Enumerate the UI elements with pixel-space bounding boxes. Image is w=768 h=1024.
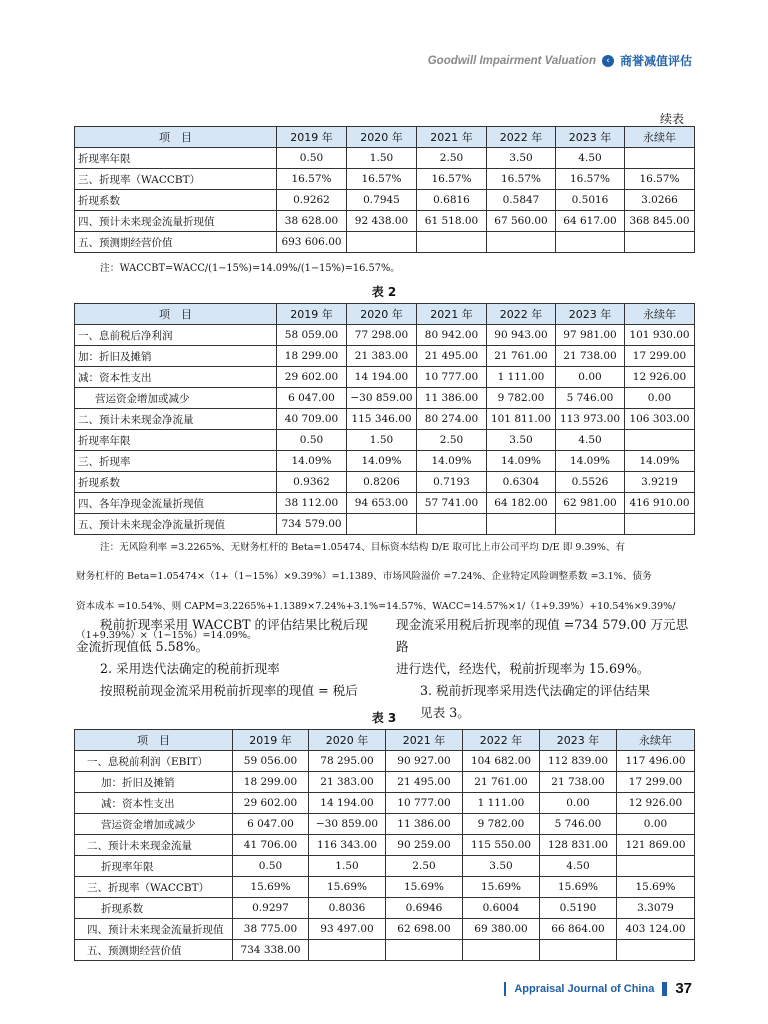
table-cell: −30 859.00	[347, 388, 417, 409]
table-cell: 15.69%	[309, 877, 386, 898]
table-cell	[487, 232, 556, 253]
table-cell: 368 845.00	[625, 211, 695, 232]
table-cell: 21 761.00	[487, 346, 556, 367]
table-row	[75, 409, 695, 430]
table-cell: 0.5016	[556, 190, 625, 211]
table-cell: 4.50	[540, 856, 617, 877]
table-cell	[556, 232, 625, 253]
column-header-year: 永续年	[617, 730, 695, 751]
table-cell: 67 560.00	[487, 211, 556, 232]
column-header-year: 永续年	[625, 127, 695, 148]
table-row	[75, 169, 695, 190]
table-cell: 1.50	[347, 148, 417, 169]
column-header-item: 项 目	[75, 730, 233, 751]
table-cell: 113 973.00	[556, 409, 625, 430]
note-line: （1+9.39%）×（1−15%）=14.09%。	[76, 630, 257, 642]
table-header-row	[75, 127, 695, 148]
table-cell: 29 602.00	[233, 793, 309, 814]
table-cell: 69 380.00	[463, 919, 540, 940]
table-cell: 1.50	[309, 856, 386, 877]
table-row	[75, 772, 695, 793]
table-cell: 21 383.00	[309, 772, 386, 793]
table-cell: 17 299.00	[617, 772, 695, 793]
column-header-year: 2019 年	[277, 304, 347, 325]
table-cell: 1 111.00	[463, 793, 540, 814]
table-row	[75, 898, 695, 919]
table-cell: 9 782.00	[463, 814, 540, 835]
table-cell: −30 859.00	[309, 814, 386, 835]
table-cell: 58 059.00	[277, 325, 347, 346]
column-header-item: 项 目	[75, 127, 277, 148]
table-cell: 693 606.00	[277, 232, 347, 253]
table-cell: 0.50	[277, 430, 347, 451]
table-cell: 94 653.00	[347, 493, 417, 514]
table-row	[75, 472, 695, 493]
table-cell: 112 839.00	[540, 751, 617, 772]
table-cell: 18 299.00	[233, 772, 309, 793]
body-line: 金流折现值低 5.58%。	[76, 639, 209, 654]
row-label: 四、预计未来现金流量折现值	[75, 919, 233, 940]
note-line: 财务杠杆的 Beta=1.05474×（1+（1−15%）×9.39%）=1.1389、市场风险溢价 =7.24%、企业特定风险调整系数 =3.1%、债务	[76, 571, 652, 583]
body-line: 现金流采用税后折现率的现值 =734 579.00 万元思路	[396, 617, 689, 654]
table-cell: 9 782.00	[487, 388, 556, 409]
table-cell: 12 926.00	[617, 793, 695, 814]
row-label: 三、折现率（WACCBT）	[75, 877, 233, 898]
table-cell: 15.69%	[233, 877, 309, 898]
column-header-year: 2023 年	[556, 304, 625, 325]
table-header-row	[75, 304, 695, 325]
table-cell: 101 811.00	[487, 409, 556, 430]
table-cell	[540, 940, 617, 961]
table-header-row	[75, 730, 695, 751]
table-2	[74, 303, 695, 535]
row-label: 五、预测期经营价值	[75, 940, 233, 961]
column-header-year: 2023 年	[556, 127, 625, 148]
table-cell: 2.50	[386, 856, 463, 877]
table-cell: 115 550.00	[463, 835, 540, 856]
table-cell: 3.50	[463, 856, 540, 877]
table-cell	[386, 940, 463, 961]
table-cell: 0.6304	[487, 472, 556, 493]
row-label: 四、预计未来现金流量折现值	[75, 211, 277, 232]
table-cell: 21 495.00	[417, 346, 487, 367]
header-english-title: Goodwill Impairment Valuation	[427, 54, 596, 67]
table-row	[75, 751, 695, 772]
table-cell: 80 274.00	[417, 409, 487, 430]
table-cell: 29 602.00	[277, 367, 347, 388]
table-cell: 17 299.00	[625, 346, 695, 367]
table-cell: 0.7945	[347, 190, 417, 211]
row-label: 折现系数	[75, 190, 277, 211]
table-cell: 0.6816	[417, 190, 487, 211]
table-cell: 12 926.00	[625, 367, 695, 388]
table-cell: 117 496.00	[617, 751, 695, 772]
table-cell: 11 386.00	[386, 814, 463, 835]
row-label: 加：折旧及摊销	[75, 772, 233, 793]
running-header	[428, 52, 692, 69]
column-header-year: 2022 年	[487, 304, 556, 325]
table-cell: 5 746.00	[540, 814, 617, 835]
body-line: 3. 税前折现率采用迭代法确定的评估结果	[420, 683, 651, 698]
body-line: 税前折现率采用 WACCBT 的评估结果比税后现	[100, 617, 368, 632]
table-cell: 38 628.00	[277, 211, 347, 232]
table-cell: 66 864.00	[540, 919, 617, 940]
table-cell	[417, 232, 487, 253]
table-cell: 38 775.00	[233, 919, 309, 940]
table-row	[75, 346, 695, 367]
row-label: 二、预计未来现金流量	[75, 835, 233, 856]
table-row	[75, 388, 695, 409]
column-header-year: 2022 年	[487, 127, 556, 148]
table-cell: 16.57%	[487, 169, 556, 190]
table-cell: 0.9262	[277, 190, 347, 211]
column-header-year: 2021 年	[386, 730, 463, 751]
column-header-year: 2019 年	[277, 127, 347, 148]
table-cell: 41 706.00	[233, 835, 309, 856]
table-cell: 14.09%	[556, 451, 625, 472]
table-cell: 90 259.00	[386, 835, 463, 856]
table-cell: 21 738.00	[556, 346, 625, 367]
table-cell: 59 056.00	[233, 751, 309, 772]
table-row	[75, 919, 695, 940]
table-row	[75, 148, 695, 169]
row-label: 三、折现率（WACCBT）	[75, 169, 277, 190]
table-cell: 21 383.00	[347, 346, 417, 367]
table-cell: 4.50	[556, 430, 625, 451]
table-cell	[347, 232, 417, 253]
table-row	[75, 856, 695, 877]
table-row	[75, 430, 695, 451]
table-cell: 0.9297	[233, 898, 309, 919]
table-cell: 18 299.00	[277, 346, 347, 367]
column-header-year: 2021 年	[417, 304, 487, 325]
table-cell: 14.09%	[487, 451, 556, 472]
row-label: 营运资金增加或减少	[75, 388, 277, 409]
table-cell: 78 295.00	[309, 751, 386, 772]
table-cell: 14.09%	[417, 451, 487, 472]
column-header-year: 2020 年	[347, 304, 417, 325]
table-cell: 734 338.00	[233, 940, 309, 961]
table-cell: 121 869.00	[617, 835, 695, 856]
table-cell: 403 124.00	[617, 919, 695, 940]
table-row	[75, 835, 695, 856]
table-cell	[625, 148, 695, 169]
table-cell: 15.69%	[386, 877, 463, 898]
row-label: 三、折现率	[75, 451, 277, 472]
row-label: 折现系数	[75, 472, 277, 493]
table-cell: 0.8036	[309, 898, 386, 919]
row-label: 一、息前税后净利润	[75, 325, 277, 346]
table-cell: 92 438.00	[347, 211, 417, 232]
page-footer	[504, 980, 692, 997]
table-cell: 16.57%	[347, 169, 417, 190]
table-cell: 15.69%	[617, 877, 695, 898]
table-cell: 3.3079	[617, 898, 695, 919]
table-cell: 104 682.00	[463, 751, 540, 772]
table-cell: 0.8206	[347, 472, 417, 493]
continued-label: 续表	[659, 112, 684, 126]
table-cell: 93 497.00	[309, 919, 386, 940]
table-row	[75, 211, 695, 232]
table-cell: 0.6946	[386, 898, 463, 919]
table-cell: 0.00	[617, 814, 695, 835]
table-cell: 6 047.00	[277, 388, 347, 409]
table-cell: 2.50	[417, 430, 487, 451]
header-chinese-title: 商誉减值评估	[619, 54, 692, 68]
table-1	[74, 126, 695, 253]
column-header-year: 2020 年	[347, 127, 417, 148]
table-row	[75, 325, 695, 346]
column-header-year: 2020 年	[309, 730, 386, 751]
table-cell: 0.6004	[463, 898, 540, 919]
table-cell	[617, 856, 695, 877]
row-label: 四、各年净现金流量折现值	[75, 493, 277, 514]
table-cell	[309, 940, 386, 961]
table-cell: 734 579.00	[277, 514, 347, 535]
table-cell: 57 741.00	[417, 493, 487, 514]
row-label: 二、预计未来现金净流量	[75, 409, 277, 430]
table-row	[75, 877, 695, 898]
table-cell: 0.5190	[540, 898, 617, 919]
table-cell: 10 777.00	[417, 367, 487, 388]
column-header-year: 永续年	[625, 304, 695, 325]
table-cell: 11 386.00	[417, 388, 487, 409]
table-row	[75, 814, 695, 835]
table-row	[75, 940, 695, 961]
body-right-column	[396, 614, 696, 724]
footer-divider	[504, 982, 506, 996]
table-cell: 115 346.00	[347, 409, 417, 430]
page-number: 37	[675, 980, 692, 997]
column-header-year: 2022 年	[463, 730, 540, 751]
row-label: 加：折旧及摊销	[75, 346, 277, 367]
table-cell: 38 112.00	[277, 493, 347, 514]
table-cell: 64 182.00	[487, 493, 556, 514]
table-cell: 61 518.00	[417, 211, 487, 232]
table-3	[74, 729, 695, 961]
table-cell: 0.7193	[417, 472, 487, 493]
table-cell: 0.00	[556, 367, 625, 388]
table-cell: 40 709.00	[277, 409, 347, 430]
row-label: 五、预测期经营价值	[75, 232, 277, 253]
table-cell: 77 298.00	[347, 325, 417, 346]
row-label: 折现系数	[75, 898, 233, 919]
table-row	[75, 190, 695, 211]
column-header-year: 2023 年	[540, 730, 617, 751]
table-cell: 62 981.00	[556, 493, 625, 514]
table-cell: 97 981.00	[556, 325, 625, 346]
table-cell: 21 738.00	[540, 772, 617, 793]
table-cell: 116 343.00	[309, 835, 386, 856]
table-cell: 14 194.00	[347, 367, 417, 388]
table-cell: 21 495.00	[386, 772, 463, 793]
table-cell: 80 942.00	[417, 325, 487, 346]
table-cell: 14.09%	[277, 451, 347, 472]
table-cell: 16.57%	[417, 169, 487, 190]
table-cell: 5 746.00	[556, 388, 625, 409]
table-cell: 14 194.00	[309, 793, 386, 814]
row-label: 五、预计未来现金净流量折现值	[75, 514, 277, 535]
table-cell: 0.00	[540, 793, 617, 814]
note-line: 资本成本 =10.54%、则 CAPM=3.2265%+1.1389×7.24%+3.1%=14.57%、WACC=14.57%×1/（1+9.39%）+10.54%×9.39%/	[76, 600, 676, 612]
table-cell: 1.50	[347, 430, 417, 451]
body-line: 2. 采用迭代法确定的税前折现率	[100, 661, 280, 676]
table-cell	[617, 940, 695, 961]
table-cell: 0.5526	[556, 472, 625, 493]
column-header-year: 2021 年	[417, 127, 487, 148]
table-row	[75, 367, 695, 388]
table-cell: 2.50	[417, 148, 487, 169]
table-cell: 14.09%	[625, 451, 695, 472]
table-row	[75, 451, 695, 472]
note-line: 注：无风险利率 =3.2265%、无财务杠杆的 Beta=1.05474、目标资本结构 D/E 取可比上市公司平均 D/E 即 9.39%、有	[100, 541, 626, 553]
row-label: 折现率年限	[75, 430, 277, 451]
table-cell	[625, 430, 695, 451]
table-cell: 0.50	[233, 856, 309, 877]
table-cell: 10 777.00	[386, 793, 463, 814]
table-cell: 128 831.00	[540, 835, 617, 856]
table-cell: 0.50	[277, 148, 347, 169]
table-cell: 90 943.00	[487, 325, 556, 346]
body-line: 见表 3。	[420, 705, 470, 720]
table-row	[75, 793, 695, 814]
table-cell: 64 617.00	[556, 211, 625, 232]
table-1-note: 注：WACCBT=WACC/(1−15%)=14.09%/(1−15%)=16.57%。	[100, 263, 401, 274]
table-cell: 0.00	[625, 388, 695, 409]
table-cell: 3.50	[487, 430, 556, 451]
table-2-caption: 表 2	[371, 285, 397, 299]
row-label: 一、息税前利润（EBIT）	[75, 751, 233, 772]
table-cell: 3.0266	[625, 190, 695, 211]
table-cell: 0.9362	[277, 472, 347, 493]
row-label: 减：资本性支出	[75, 367, 277, 388]
body-line: 进行迭代，经迭代，税前折现率为 15.69%。	[396, 661, 650, 676]
footer-journal-name: Appraisal Journal of China	[514, 982, 655, 995]
row-label: 减：资本性支出	[75, 793, 233, 814]
table-cell: 1 111.00	[487, 367, 556, 388]
table-cell: 3.50	[487, 148, 556, 169]
column-header-item: 项 目	[75, 304, 277, 325]
row-label: 营运资金增加或减少	[75, 814, 233, 835]
table-cell: 16.57%	[556, 169, 625, 190]
table-row	[75, 232, 695, 253]
table-cell: 106 303.00	[625, 409, 695, 430]
row-label: 折现率年限	[75, 148, 277, 169]
row-label: 折现率年限	[75, 856, 233, 877]
body-left-column	[76, 614, 376, 702]
table-cell: 3.9219	[625, 472, 695, 493]
table-cell: 16.57%	[625, 169, 695, 190]
table-cell: 416 910.00	[625, 493, 695, 514]
table-cell: 15.69%	[463, 877, 540, 898]
table-row	[75, 493, 695, 514]
table-cell	[463, 940, 540, 961]
footer-marker	[662, 982, 667, 996]
table-cell: 62 698.00	[386, 919, 463, 940]
column-header-year: 2019 年	[233, 730, 309, 751]
table-3-caption: 表 3	[371, 711, 397, 725]
table-cell: 4.50	[556, 148, 625, 169]
table-cell: 16.57%	[277, 169, 347, 190]
table-cell: 15.69%	[540, 877, 617, 898]
table-cell: 90 927.00	[386, 751, 463, 772]
table-cell: 0.5847	[487, 190, 556, 211]
table-cell: 14.09%	[347, 451, 417, 472]
body-line: 按照税前现金流采用税前折现率的现值 = 税后	[100, 683, 358, 698]
table-cell: 21 761.00	[463, 772, 540, 793]
table-cell	[625, 232, 695, 253]
table-cell: 101 930.00	[625, 325, 695, 346]
table-cell: 6 047.00	[233, 814, 309, 835]
header-bullet-icon: ‹	[602, 55, 614, 67]
